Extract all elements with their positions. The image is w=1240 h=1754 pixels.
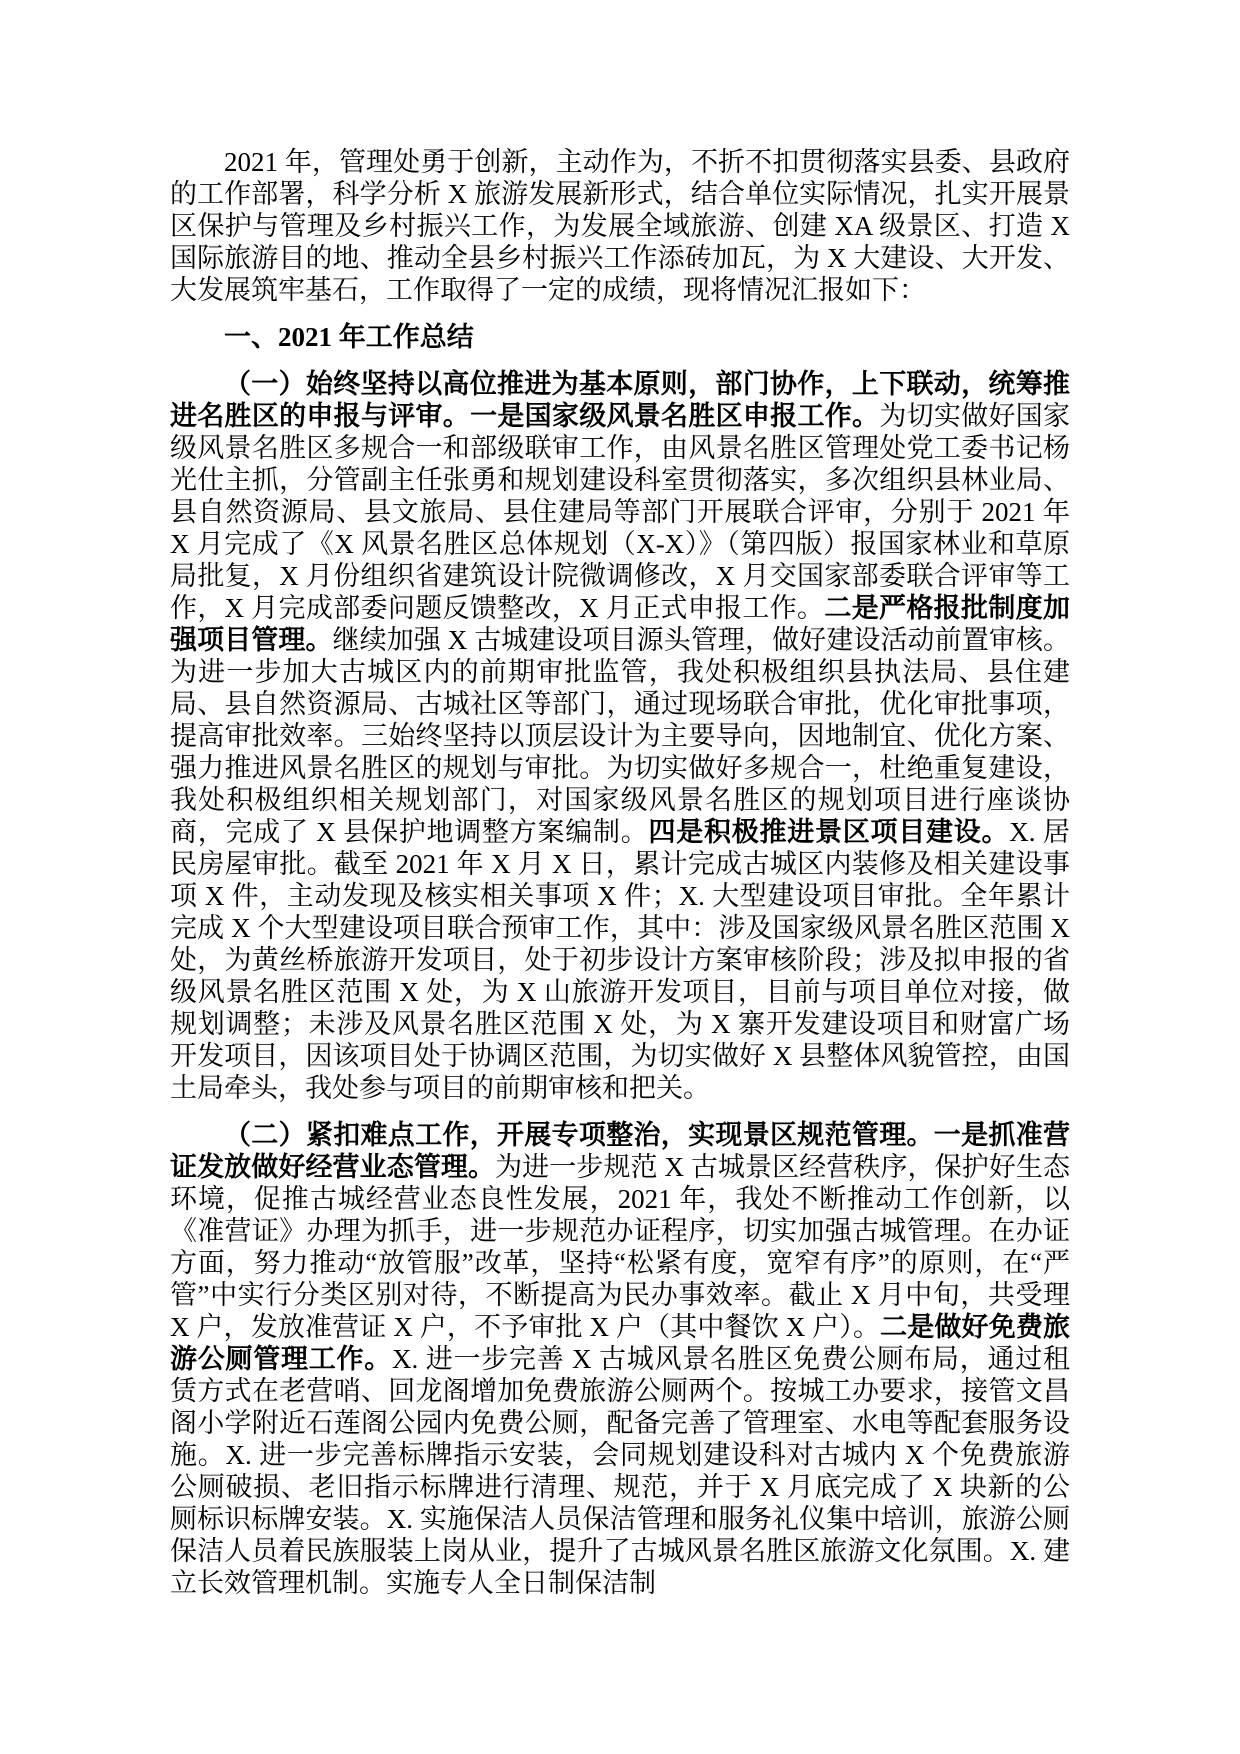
text-run: 继续加强 X 古城建设项目源头管理，做好建设活动前置审核。为进一步加大古城区内的前期审批监管，我处积极组织县执法局、县住建局、县自然资源局、古城社区等部门，通过现场联合审批，优化审批事项，提高审批效率。三始终坚持以顶层设计为主要导向，因地制宜、优化方案、强力推进风景名胜区的规划与审批。为切实做好多规合一，杜绝重复建设，我处积极组织相关规划部门，对国家级风景名胜区的规划项目进行座谈协商，完成了 X 县保护地调整方案编制。 (170, 625, 1070, 847)
text-run: 为进一步规范 X 古城景区经营秩序，保护好生态环境，促推古城经营业态良性发展，2021 年，我处不断推动工作创新，以《准营证》办理为抓手，进一步规范办证程序，切实加强古城管理。在办证方面，努力推动“放管服”改革，坚持“松紧有度，宽窄有序”的原则，在“严管”中实行分类区别对待，不断提高为民办事效率。截止 X 月中旬，共受理 X 户，发放准营证 X 户，不予审批 X 户（其中餐饮 X 户）。 (170, 1152, 1071, 1342)
section-paragraph-1 (170, 368, 1070, 1104)
bold-run: 二是做好免费旅游公厕管理工作。 (170, 1312, 1070, 1374)
text-run: X. 进一步完善 X 古城风景名胜区免费公厕布局，通过租赁方式在老营哨、回龙阁增加免费旅游公厕两个。按城工办要求，接管文昌阁小学附近石莲阁公园内免费公厕，配备完善了管理室、水电等配套服务设施。X. 进一步完善标牌指示安装，会同规划建设科对古城内 X 个免费旅游公厕破损、老旧指示标牌进行清理、规范，并于 X 月底完成了 X 块新的公厕标识标牌安装。X. 实施保洁人员保洁管理和服务礼仪集中培训，旅游公厕保洁人员着民族服装上岗从业，提升了古城风景名胜区旅游文化氛围。X. 建立长效管理机制。实施专人全日制保洁制 (170, 1344, 1070, 1598)
bold-run: 二是严格报批制度加强项目管理。 (170, 593, 1070, 655)
bold-run: （二）紧扣难点工作，开展专项整治，实现景区规范管理。一是抓准营证发放做好经营业态管理。 (170, 1120, 1070, 1182)
bold-run: 四是积极推进景区项目建设。 (648, 817, 1010, 847)
bold-run: （一）始终坚持以高位推进为基本原则，部门协作，上下联动，统筹推进名胜区的申报与评审。一是国家级风景名胜区申报工作。 (170, 369, 1070, 431)
intro-paragraph: 2021 年，管理处勇于创新，主动作为，不折不扣贯彻落实县委、县政府的工作部署，科学分析 X 旅游发展新形式，结合单位实际情况，扎实开展景区保护与管理及乡村振兴工作，为发展全域旅游、创建 XA 级景区、打造 X 国际旅游目的地、推动全县乡村振兴工作添砖加瓦，为 X 大建设、大开发、大发展筑牢基石，工作取得了一定的成绩，现将情况汇报如下： (170, 147, 1070, 305)
section-heading-2021-work-summary: 一、2021 年工作总结 (224, 322, 474, 352)
text-run: 为切实做好国家级风景名胜区多规合一和部级联审工作，由风景名胜区管理处党工委书记杨光仕主抓，分管副主任张勇和规划建设科室贯彻落实，多次组织县林业局、县自然资源局、县文旅局、县住建局等部门开展联合评审，分别于 2021 年 X 月完成了《X 风景名胜区总体规划（X-X）》（第四版）报国家林业和草原局批复，X 月份组织省建筑设计院微调修改，X 月交国家部委联合评审等工作，X 月完成部委问题反馈整改，X 月正式申报工作。 (170, 401, 1070, 623)
text-run: X. 居民房屋审批。截至 2021 年 X 月 X 日，累计完成古城区内装修及相关建设事项 X 件，主动发现及核实相关事项 X 件；X. 大型建设项目审批。全年累计完成 X 个大型建设项目联合预审工作，其中：涉及国家级风景名胜区范围 X 处，为黄丝桥旅游开发项目，处于初步设计方案审核阶段；涉及拟申报的省级风景名胜区范围 X 处，为 X 山旅游开发项目，目前与项目单位对接，做规划调整；未涉及风景名胜区范围 X 处，为 X 寨开发建设项目和财富广场开发项目，因该项目处于协调区范围，为切实做好 X 县整体风貌管控，由国土局牵头，我处参与项目的前期审核和把关。 (170, 817, 1070, 1103)
section-paragraph-2 (170, 1119, 1070, 1599)
